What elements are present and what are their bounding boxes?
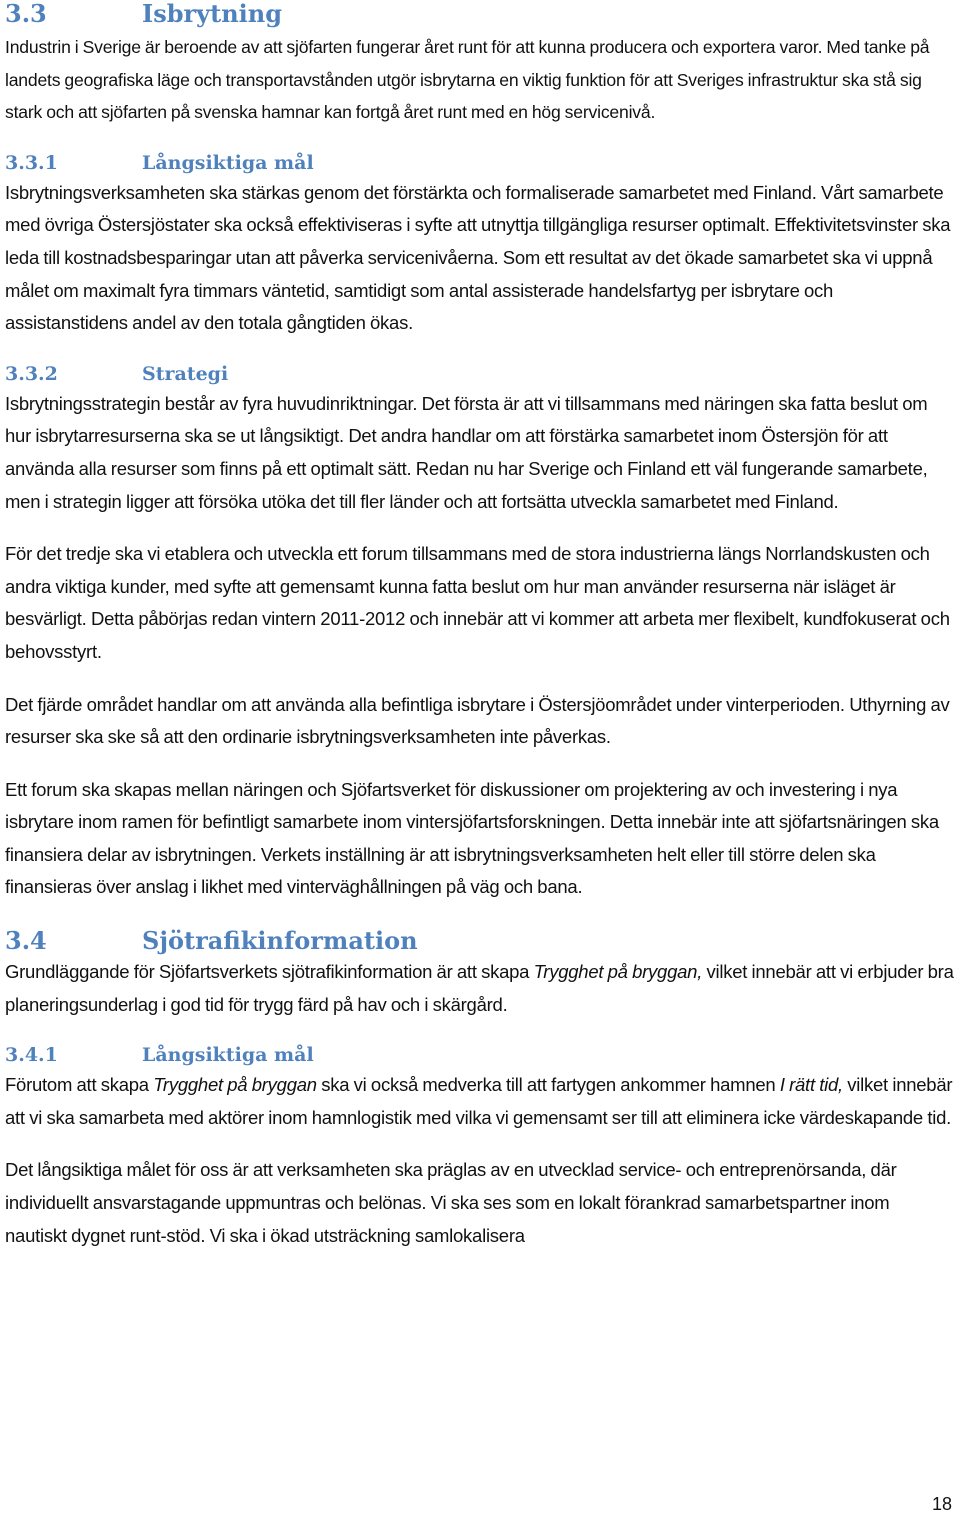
- section-number: 3.4.1: [5, 1044, 58, 1067]
- paragraph: Isbrytningsstrategin består av fyra huvudinriktningar. Det första är att vi tillsammans med näringen ska fatta beslut om hur isbrytarresurserna ska se ut långsiktigt. Det andra handlar om att förstärka samarbetet inom Östersjön för att använda alla resurser som finns på ett optimalt sätt. Redan nu har Sverige och Finland ett väl fungerande samarbete, men i strategin ligger att försöka utöka det till fler länder och att fortsätta utveckla samarbetet med Finland.: [5, 392, 928, 512]
- text-run: Förutom att skapa: [5, 1074, 154, 1096]
- section-number: 3.3.1: [5, 151, 58, 174]
- emphasis-text: Trygghet på bryggan: [153, 1074, 317, 1096]
- paragraph: [5, 1069, 955, 1134]
- section-heading-3-3-1: [5, 150, 955, 176]
- emphasis-text: Trygghet på bryggan,: [533, 961, 703, 983]
- section-title: Isbrytning: [142, 0, 282, 28]
- paragraph: Ett forum ska skapas mellan näringen och Sjöfartsverket för diskussioner om projektering av och investering i nya isbrytare inom ramen för befintligt samarbete inom vintersjöfartsforskningen. Detta innebär inte att sjöfartsnäringen ska finansiera delar av isbrytningen. Verkets inställning är att isbrytningsverksamheten helt eller till större delen ska finansieras över anslag i likhet med vinterväghållningen på väg och bana.: [5, 778, 939, 898]
- section-title: Strategi: [142, 362, 229, 385]
- page-number: 18: [931, 1494, 952, 1514]
- text-run: ska vi också medverka till att fartygen ankommer hamnen: [316, 1074, 780, 1096]
- section-heading-3-4-1: [5, 1042, 955, 1068]
- paragraph: Det fjärde området handlar om att använda alla befintliga isbrytare i Östersjöområdet under vinterperioden. Uthyrning av resurser ska ske så att den ordinarie isbrytningsverksamheten inte påverkas.: [5, 693, 950, 748]
- section-title: Långsiktiga mål: [142, 1044, 314, 1067]
- text-run: vilket innebär att vi ska samarbeta med aktörer inom hamnlogistik med vilka vi gemensamt ser till att eliminera icke värdeskapande tid.: [5, 1074, 953, 1128]
- text-run: Grundläggande för Sjöfartsverkets sjötrafikinformation är att skapa: [5, 961, 534, 983]
- document-page: [5, 0, 955, 1252]
- paragraph: För det tredje ska vi etablera och utveckla ett forum tillsammans med de stora industrierna längs Norrlandskusten och andra viktiga kunder, med syfte att gemensamt kunna fatta beslut om hur man använder resurserna när isläget är besvärligt. Detta påbörjas redan vintern 2011-2012 och innebär att vi kommer att arbeta mer flexibelt, kundfokuserat och behovsstyrt.: [5, 543, 950, 662]
- paragraph: [5, 956, 955, 1021]
- section-number: 3.3.2: [5, 362, 58, 385]
- emphasis-text: I rätt tid,: [779, 1074, 843, 1096]
- paragraph: Det långsiktiga målet för oss är att verksamheten ska präglas av en utvecklad service- och entreprenörsanda, där individuellt ansvarstagande uppmuntras och belönas. Vi ska ses som en lokalt förankrad samarbetspartner inom nautiskt dygnet runt-stöd. Vi ska i ökad utsträckning samlokalisera: [5, 1159, 897, 1246]
- paragraph: Industrin i Sverige är beroende av att sjöfarten fungerar året runt för att kunna producera och exportera varor. Med tanke på landets geografiska läge och transportavstånden utgör isbrytarna en viktig funktion för att Sveriges infrastruktur ska stå sig stark och att sjöfarten på svenska hamnar kan fortgå året runt med en hög servicenivå.: [5, 37, 930, 123]
- paragraph: Isbrytningsverksamheten ska stärkas genom det förstärkta och formaliserade samarbetet med Finland. Vårt samarbete med övriga Östersjöstater ska också effektiviseras i syfte att utnyttja tillgängliga resurser optimalt. Effektivitetsvinster ska leda till kostnadsbesparingar utan att påverka servicenivåerna. Som ett resultat av det ökade samarbetet ska vi uppnå målet om maximalt fyra timmars väntetid, samtidigt som antal assisterade handelsfartyg per isbrytare och assistanstidens andel av den totala gångtiden ökas.: [5, 181, 951, 334]
- section-number: 3.3: [5, 0, 47, 28]
- section-number: 3.4: [5, 926, 47, 956]
- text-run: vilket innebär att vi erbjuder bra planeringsunderlag i god tid för trygg färd på hav och i skärgård.: [5, 961, 954, 1015]
- section-heading-3-4: [5, 927, 955, 955]
- section-title: Långsiktiga mål: [142, 151, 314, 174]
- section-heading-3-3: [5, 0, 955, 28]
- section-title: Sjötrafikinformation: [142, 926, 418, 956]
- section-heading-3-3-2: [5, 361, 955, 387]
